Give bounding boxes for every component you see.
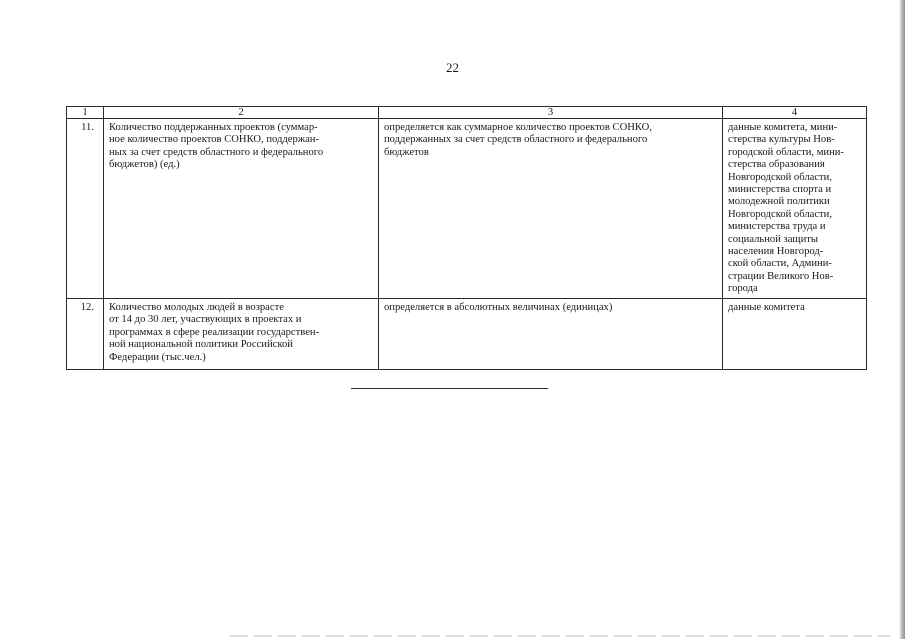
text-line: населения Новгород- — [728, 246, 824, 258]
page-number: 22 — [446, 60, 459, 75]
text-line: Новгородской области, — [728, 208, 832, 220]
source-cell — [723, 119, 867, 299]
text-line: социальной защиты — [728, 233, 818, 245]
text-line: бюджетов — [384, 146, 429, 158]
text-line: Федерации (тыс.чел.) — [109, 351, 206, 363]
text-line: Количество поддержанных проектов (суммар- — [109, 122, 318, 133]
source-cell — [723, 299, 867, 370]
scan-edge-shadow — [899, 0, 905, 639]
header-cell-1: 1 — [67, 107, 104, 119]
indicators-table — [66, 106, 867, 370]
text-line: ной национальной политики Российской — [109, 339, 293, 351]
text-line: министерства спорта и — [728, 184, 832, 196]
row-number: 11. — [67, 119, 104, 299]
indicator-cell — [104, 299, 379, 370]
text-line: ных за счет средств областного и федерального — [109, 146, 324, 158]
header-cell-2: 2 — [104, 107, 379, 119]
text-line: городской области, мини- — [728, 146, 844, 158]
text-line: программах в сфере реализации государствен- — [109, 326, 320, 338]
header-cell-4: 4 — [723, 107, 867, 119]
table-header-row — [67, 107, 867, 119]
header-cell-3: 3 — [379, 107, 723, 119]
method-cell — [379, 299, 723, 370]
text-line: стерства культуры Нов- — [728, 134, 835, 146]
table-row — [67, 299, 867, 370]
method-cell — [379, 119, 723, 299]
text-line: определяется в абсолютных величинах (единицах) — [384, 302, 613, 313]
row-number: 12. — [67, 299, 104, 370]
table-row — [67, 119, 867, 299]
text-line: молодежной политики — [728, 196, 830, 208]
text-line: министерства труда и — [728, 221, 826, 233]
text-line: стерства образования — [728, 159, 825, 171]
text-line: ное количество проектов СОНКО, поддержан- — [109, 134, 319, 146]
text-line: Новгородской области, — [728, 171, 832, 183]
end-separator-line — [351, 388, 548, 389]
text-line: данные комитета — [728, 302, 805, 313]
text-line: определяется как суммарное количество проектов СОНКО, — [384, 122, 652, 133]
text-line: Количество молодых людей в возрасте — [109, 302, 284, 313]
text-line: данные комитета, мини- — [728, 122, 838, 133]
text-line: ской области, Админи- — [728, 258, 832, 270]
text-line: страции Великого Нов- — [728, 270, 834, 282]
text-line: поддержанных за счет средств областного и федерального — [384, 134, 648, 146]
text-line: города — [728, 283, 758, 295]
scan-bottom-artifact — [230, 635, 890, 637]
text-line: бюджетов) (ед.) — [109, 159, 180, 171]
text-line: от 14 до 30 лет, участвующих в проектах и — [109, 314, 302, 326]
indicator-cell — [104, 119, 379, 299]
